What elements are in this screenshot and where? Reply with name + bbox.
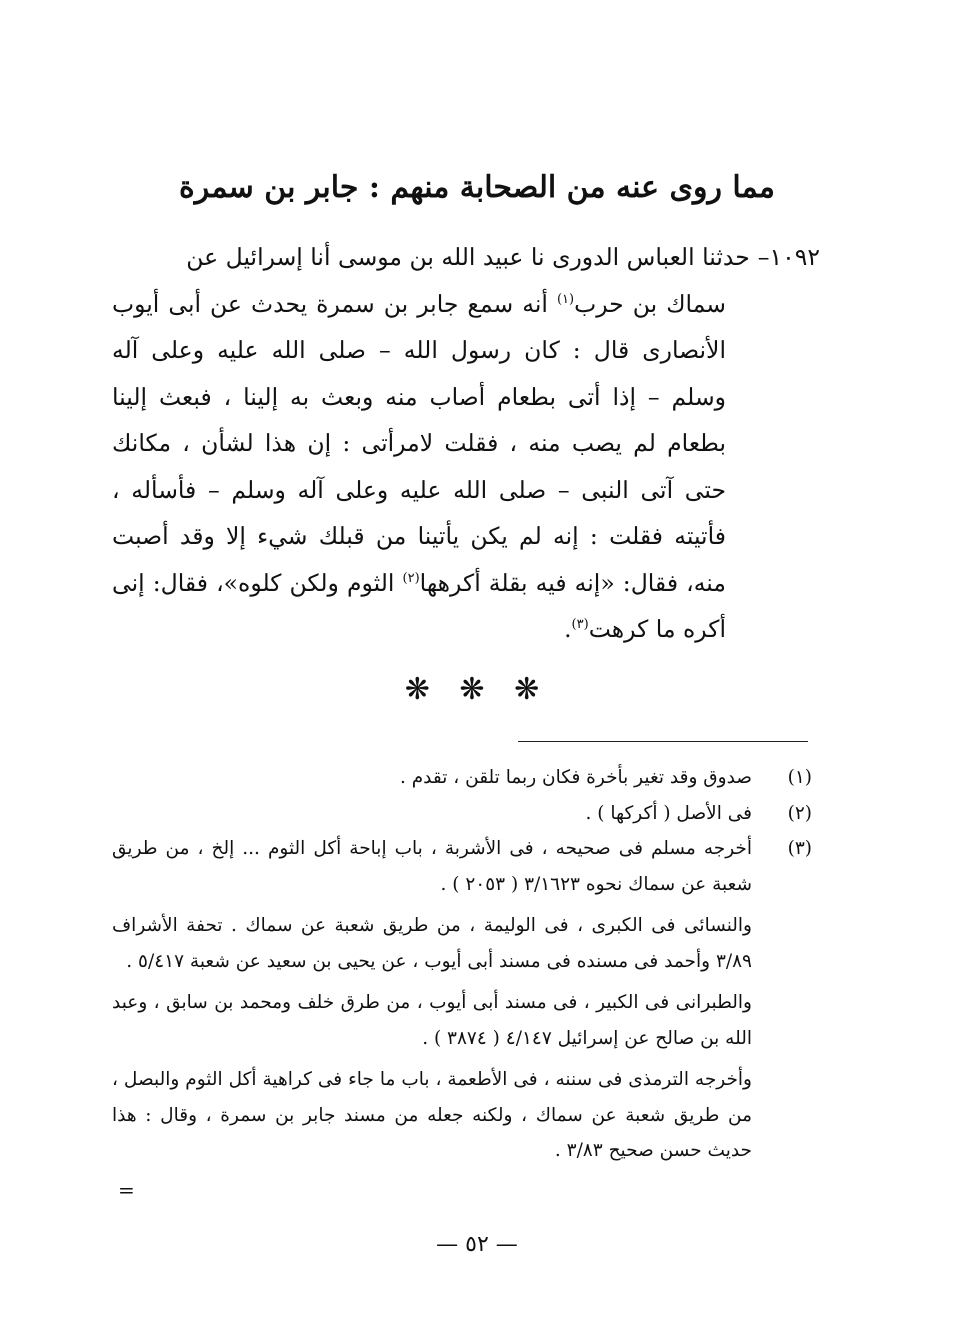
continuation-mark: = (118, 1178, 135, 1202)
hadith-text (112, 281, 726, 653)
hadith-block (112, 234, 820, 653)
footnote-2-text: فى الأصل ( أكركها ) . (585, 802, 752, 824)
hadith-text-a: سماك بن حرب (574, 289, 726, 318)
footnote-3-para-3: والطبرانى فى الكبير ، فى مسند أبى أيوب ، من طرق خلف ومحمد بن سابق ، وعبد الله بن صالح عن إسرائيل ٤/١٤٧ ( ٣٨٧٤ ) . (112, 992, 752, 1049)
hadith-text-c: الثوم ولكن كلوه»، فقال: إنى أكره ما كرهت (112, 568, 726, 643)
footnote-3 (112, 831, 812, 1169)
hadith-number: ١٠٩٢– (757, 243, 820, 271)
footnote-2 (112, 796, 812, 832)
footnote-1 (112, 760, 812, 796)
hadith-text-b: أنه سمع جابر بن سمرة يحدث عن أبى أيوب الأنصارى قال : كان رسول الله – صلى الله عليه وعلى آله وسلم – إذا أتى بطعام أصاب منه وبعث به إلينا ، فبعث إلينا بطعام لم يصب منه ، فقلت لامرأتى : إن هذا لشأن ، مكانك حتى آتى النبى – صلى الله عليه وعلى آله وسلم – فأسأله ، فأتيته فقلت : إنه لم يكن يأتينا من قبلك شيء إلا وقد أصبت منه، فقال: «إنه فيه بقلة أكرهها (112, 289, 726, 597)
footnote-divider (518, 741, 808, 742)
footnote-ref-3[interactable]: (٣) (571, 617, 589, 633)
hadith-text-d: . (564, 615, 572, 643)
section-title: مما روى عنه من الصحابة منهم : جابر بن سمرة (179, 170, 775, 205)
footnote-ref-2[interactable]: (٢) (402, 570, 420, 586)
footnote-1-text: صدوق وقد تغير بأخرة فكان ربما تلقن ، تقدم . (399, 767, 752, 788)
footnote-3-para-1: أخرجه مسلم فى صحيحه ، فى الأشربة ، باب إباحة أكل الثوم ... إلخ ، من طريق شعبة عن سماك نحوه ٣/١٦٢٣ ( ٢٠٥٣ ) . (112, 838, 752, 895)
footnote-3-para-2: والنسائى فى الكبرى ، فى الوليمة ، من طريق شعبة عن سماك . تحفة الأشراف ٣/٨٩ وأحمد فى مسنده فى مسند أبى أيوب ، عن يحيى بن سعيد عن شعبة ٥/٤١٧ . (112, 915, 752, 972)
footnote-ref-1[interactable]: (١) (556, 291, 575, 307)
footnotes (112, 760, 812, 1169)
footnote-3-para-4: وأخرجه الترمذى فى سننه ، فى الأطعمة ، باب ما جاء فى كراهية أكل الثوم والبصل ، من طريق شعبة عن سماك ، ولكنه جعله من مسند جابر بن سمرة ، وقال : هذا حديث حسن صحيح ٣/٨٣ . (112, 1069, 752, 1161)
footnote-number-1: (١) (787, 767, 812, 788)
footnote-number-3: (٣) (787, 838, 812, 859)
page-number: — ٥٢ — (436, 1232, 518, 1257)
section-separator: ❋ ❋ ❋ (404, 672, 550, 707)
hadith-first-line (112, 234, 820, 281)
hadith-first-line-text: حدثنا العباس الدورى نا عبيد الله بن موسى أنا إسرائيل عن (186, 243, 750, 271)
footnote-number-2: (٢) (787, 802, 812, 824)
